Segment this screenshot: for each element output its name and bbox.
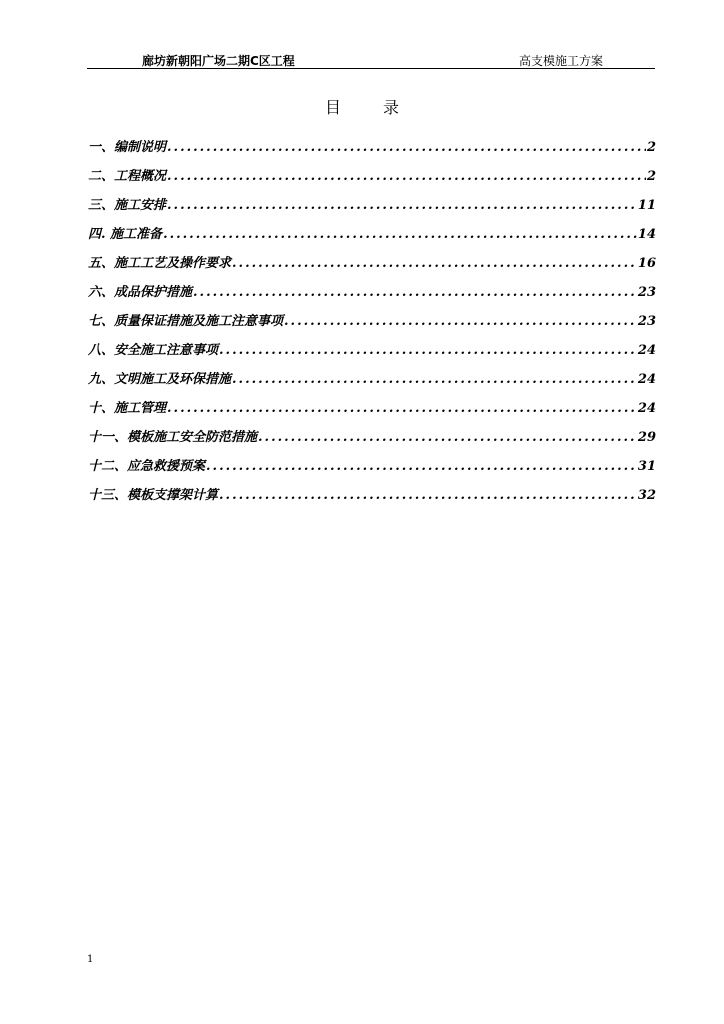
toc-entry-label: 一、编制说明 bbox=[88, 140, 167, 155]
toc-entry-5[interactable] bbox=[88, 242, 656, 271]
toc-entry-12[interactable] bbox=[88, 445, 656, 474]
toc-entry-13[interactable] bbox=[88, 474, 656, 503]
toc-entry-page: 11 bbox=[637, 198, 656, 213]
toc-leader-dots bbox=[167, 169, 646, 184]
toc-leader-dots bbox=[167, 198, 637, 213]
toc-leader-dots bbox=[232, 372, 637, 387]
toc-entry-label: 十三、模板支撑架计算 bbox=[88, 488, 219, 503]
toc-leader-dots bbox=[284, 314, 637, 329]
toc-entry-4[interactable] bbox=[88, 213, 656, 242]
toc-leader-dots bbox=[219, 488, 637, 503]
toc-entry-label: 三、施工安排 bbox=[88, 198, 167, 213]
toc-entry-page: 24 bbox=[637, 343, 656, 358]
toc-entry-10[interactable] bbox=[88, 387, 656, 416]
toc-entry-8[interactable] bbox=[88, 329, 656, 358]
toc-entry-label: 十、施工管理 bbox=[88, 401, 167, 416]
toc-entry-label: 十二、应急救援预案 bbox=[88, 459, 206, 474]
toc-entry-page: 2 bbox=[646, 140, 656, 155]
toc-entry-page: 23 bbox=[637, 285, 656, 300]
toc-leader-dots bbox=[258, 430, 637, 445]
toc-entry-label: 七、质量保证措施及施工注意事项 bbox=[88, 314, 284, 329]
toc-leader-dots bbox=[167, 140, 646, 155]
toc-entry-page: 16 bbox=[637, 256, 656, 271]
toc-leader-dots bbox=[206, 459, 637, 474]
toc-entry-page: 14 bbox=[637, 227, 656, 242]
toc-entry-6[interactable] bbox=[88, 271, 656, 300]
toc-entry-3[interactable] bbox=[88, 184, 656, 213]
toc-entry-9[interactable] bbox=[88, 358, 656, 387]
toc-entry-label: 五、施工工艺及操作要求 bbox=[88, 256, 232, 271]
toc-entry-label: 九、文明施工及环保措施 bbox=[88, 372, 232, 387]
toc-leader-dots bbox=[193, 285, 637, 300]
toc-entry-label: 六、成品保护措施 bbox=[88, 285, 193, 300]
toc-leader-dots bbox=[232, 256, 637, 271]
toc-title bbox=[0, 95, 724, 118]
toc-leader-dots bbox=[219, 343, 637, 358]
toc-entry-page: 32 bbox=[637, 488, 656, 503]
toc-entry-page: 2 bbox=[646, 169, 656, 184]
toc-title-char-2: 录 bbox=[383, 98, 400, 117]
toc-leader-dots bbox=[167, 401, 637, 416]
toc-entry-label: 十一、模板施工安全防范措施 bbox=[88, 430, 258, 445]
toc-entry-page: 24 bbox=[637, 372, 656, 387]
project-name: 廊坊新朝阳广场二期C区工程 bbox=[142, 54, 295, 68]
page-number: 1 bbox=[87, 954, 94, 965]
document-type: 高支模施工方案 bbox=[518, 54, 603, 68]
toc-entry-page: 24 bbox=[637, 401, 656, 416]
toc-entry-page: 29 bbox=[637, 430, 656, 445]
page-header bbox=[87, 50, 655, 69]
toc-leader-dots bbox=[163, 227, 637, 242]
toc-entry-label: 八、安全施工注意事项 bbox=[88, 343, 219, 358]
toc-list bbox=[88, 126, 656, 503]
toc-entry-label: 二、工程概况 bbox=[88, 169, 167, 184]
toc-entry-7[interactable] bbox=[88, 300, 656, 329]
toc-entry-page: 31 bbox=[637, 459, 656, 474]
toc-entry-label: 四. 施工准备 bbox=[88, 227, 163, 242]
toc-entry-11[interactable] bbox=[88, 416, 656, 445]
toc-entry-page: 23 bbox=[637, 314, 656, 329]
toc-title-char-1: 目 bbox=[324, 98, 341, 117]
toc-entry-1[interactable] bbox=[88, 126, 656, 155]
toc-entry-2[interactable] bbox=[88, 155, 656, 184]
